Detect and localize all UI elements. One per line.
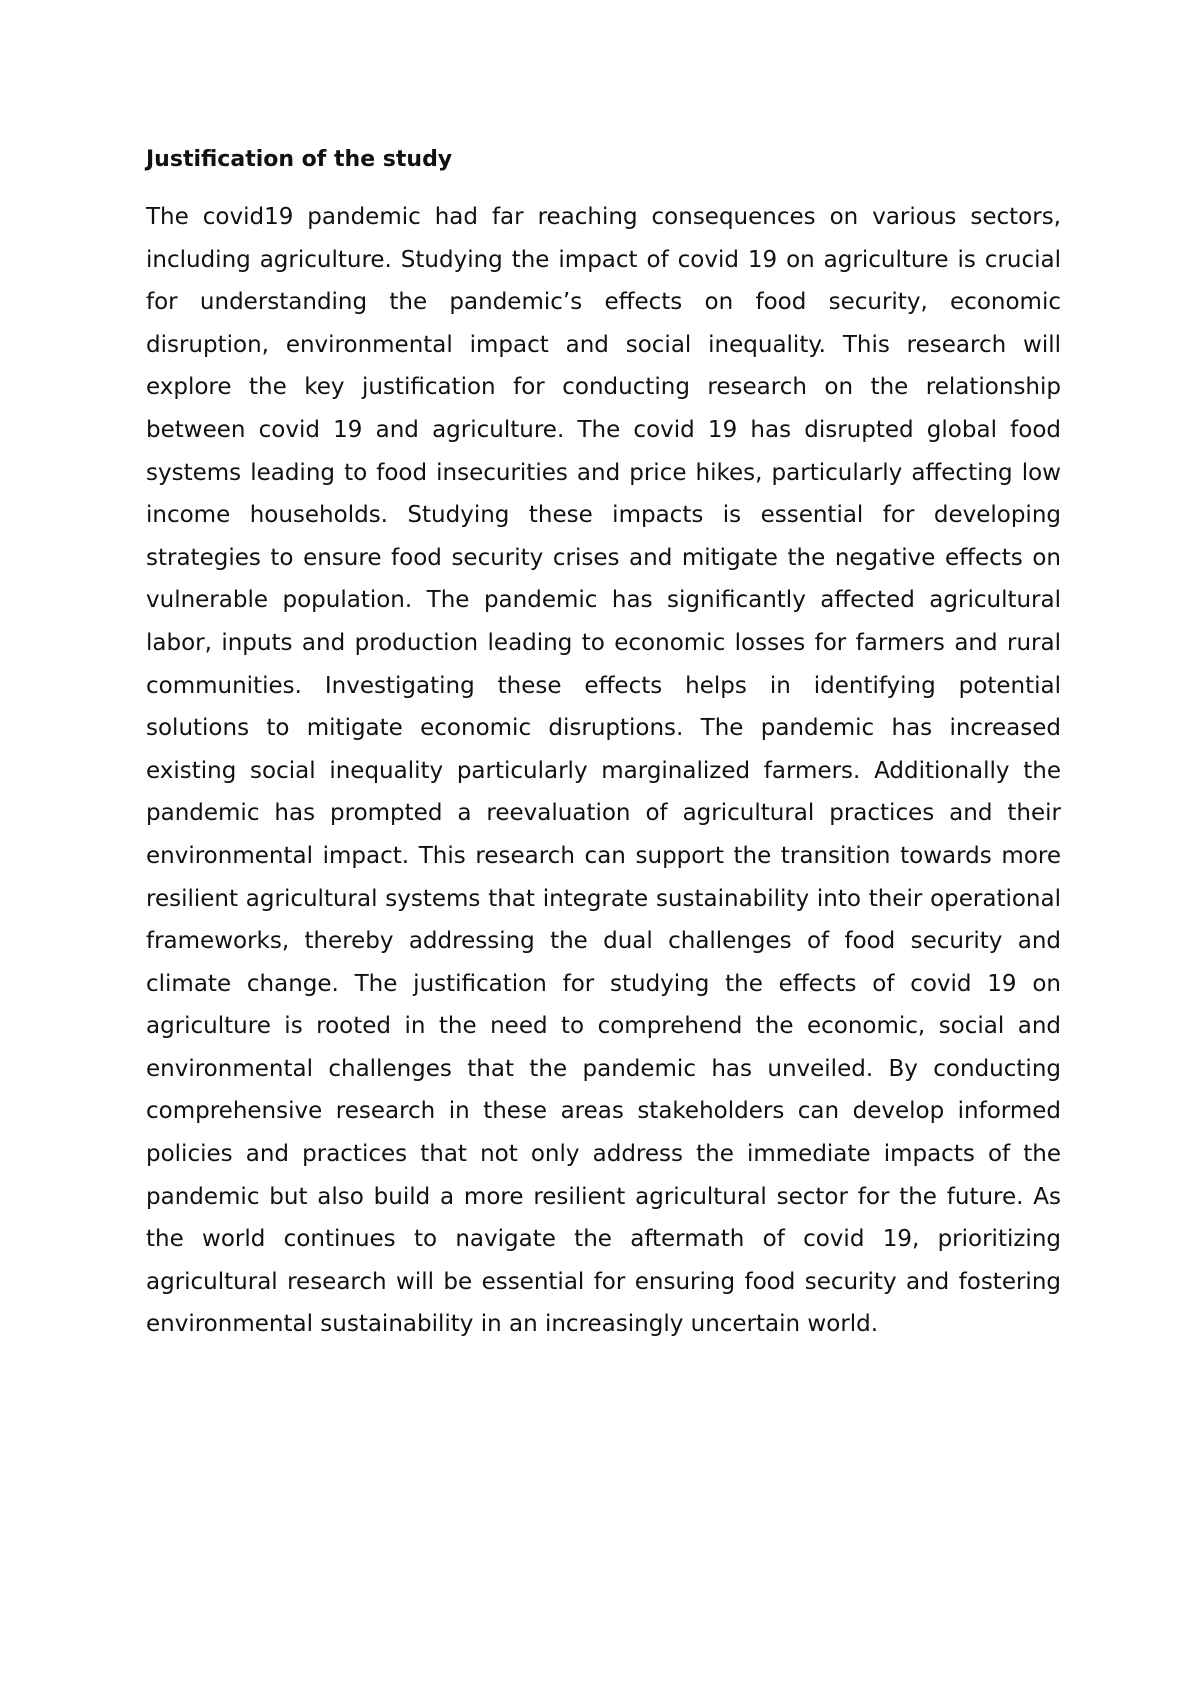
body-paragraph: The covid19 pandemic had far reaching consequences on various sectors, including agriculture. Studying the impact of covid 19 on agriculture is crucial for understanding the pandemic’s effects on food security, economic disruption, environmental impact and social inequality. This research will explore the key justification for conducting research on the relationship between covid 19 and agriculture. The covid 19 has disrupted global food systems leading to food insecurities and price hikes, particularly affecting low income households. Studying these impacts is essential for developing strategies to ensure food security crises and mitigate the negative effects on vulnerable population. The pandemic has significantly affected agricultural labor, inputs and production leading to economic losses for farmers and rural communities. Investigating these effects helps in identifying potential solutions to mitigate economic disruptions. The pandemic has increased existing social inequality particularly marginalized farmers. Additionally the pandemic has prompted a reevaluation of agricultural practices and their environmental impact. This research can support the transition towards more resilient agricultural systems that integrate sustainability into their operational frameworks, thereby addressing the dual challenges of food security and climate change. The justification for studying the effects of covid 19 on agriculture is rooted in the need to comprehend the economic, social and environmental challenges that the pandemic has unveiled. By conducting comprehensive research in these areas stakeholders can develop informed policies and practices that not only address the immediate impacts of the pandemic but also build a more resilient agricultural sector for the future. As the world continues to navigate the aftermath of covid 19, prioritizing agricultural research will be essential for ensuring food security and fostering environmental sustainability in an increasingly uncertain world. <box>146 204 1061 1338</box>
document-content <box>146 140 1061 1346</box>
section-heading: Justification of the study <box>146 147 453 172</box>
